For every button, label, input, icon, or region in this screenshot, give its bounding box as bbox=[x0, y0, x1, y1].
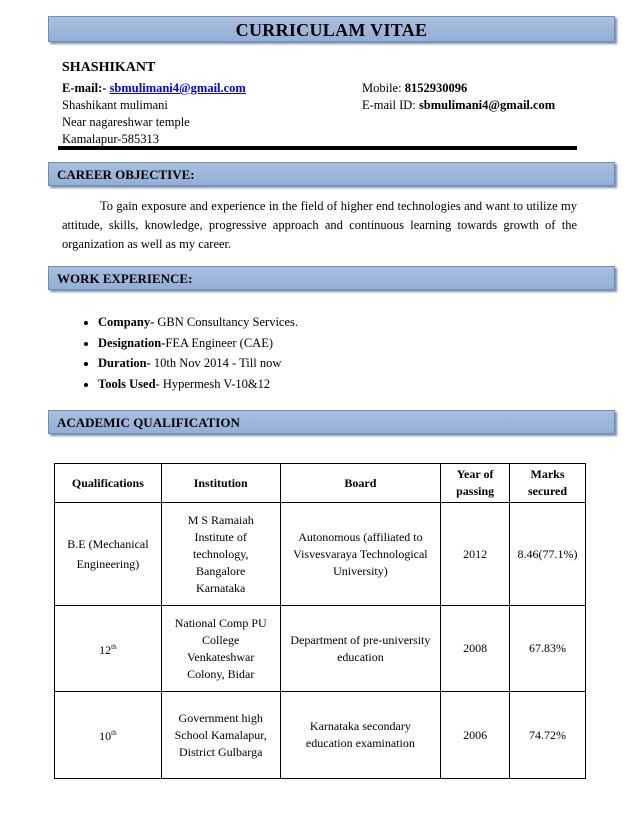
contact-left bbox=[62, 80, 246, 148]
email-label: E-mail:- bbox=[62, 81, 107, 95]
cell-marks: 67.83% bbox=[510, 606, 586, 692]
list-item bbox=[98, 353, 298, 374]
work-label: Designation- bbox=[98, 335, 166, 350]
address-line-1: Shashikant mulimani bbox=[62, 98, 168, 112]
qualification-sup: th bbox=[111, 642, 117, 651]
header-qualifications: Qualifications bbox=[55, 464, 162, 503]
table-header-row bbox=[55, 464, 586, 503]
mobile-label: Mobile: bbox=[362, 81, 402, 95]
list-item bbox=[98, 312, 298, 333]
list-item bbox=[98, 333, 298, 354]
list-item bbox=[98, 374, 298, 395]
section-career-objective: CAREER OBJECTIVE: bbox=[48, 162, 615, 186]
mobile-line bbox=[362, 80, 555, 97]
qualification-text: B.E (Mechanical Engineering) bbox=[67, 536, 149, 571]
header-board: Board bbox=[280, 464, 441, 503]
email-link[interactable]: sbmulimani4@gmail.com bbox=[109, 81, 246, 95]
cell-year: 2006 bbox=[441, 692, 510, 779]
table-row bbox=[55, 503, 586, 606]
cell-qualification bbox=[55, 692, 162, 779]
cell-qualification bbox=[55, 503, 162, 606]
table-row bbox=[55, 692, 586, 779]
header-marks: Marks secured bbox=[510, 464, 586, 503]
work-value: FEA Engineer (CAE) bbox=[165, 335, 273, 350]
header-institution: Institution bbox=[161, 464, 280, 503]
work-label: Company- bbox=[98, 315, 155, 329]
contact-right bbox=[362, 80, 555, 114]
email-line bbox=[62, 80, 246, 97]
objective-text: To gain exposure and experience in the field of higher end technologies and want to utilize my attitude, skills, knowledge, progressive approach and continuous learning towards growth of the organization as well as my career. bbox=[62, 199, 577, 251]
academic-table bbox=[54, 463, 586, 779]
table-row bbox=[55, 606, 586, 692]
cell-board: Autonomous (affiliated to Visvesvaraya Technological University) bbox=[280, 503, 441, 606]
cell-board: Department of pre-university education bbox=[280, 606, 441, 692]
header-year: Year of passing bbox=[441, 464, 510, 503]
header-divider bbox=[58, 146, 577, 150]
email-id-value: sbmulimani4@gmail.com bbox=[418, 98, 556, 112]
work-label: Tools Used bbox=[98, 376, 156, 391]
cell-year: 2008 bbox=[441, 606, 510, 692]
address-line-2: Near nagareshwar temple bbox=[62, 115, 190, 129]
mobile-number: 8152930096 bbox=[404, 81, 468, 95]
work-label: Duration- bbox=[98, 356, 151, 370]
cell-qualification bbox=[55, 606, 162, 692]
cell-marks: 74.72% bbox=[510, 692, 586, 779]
cell-year: 2012 bbox=[441, 503, 510, 606]
qualification-text: 12 bbox=[99, 642, 112, 657]
address-line-3: Kamalapur-585313 bbox=[62, 132, 159, 146]
email-id-label: E-mail ID: bbox=[362, 98, 416, 112]
cell-marks: 8.46(77.1%) bbox=[510, 503, 586, 606]
qualification-text: 10 bbox=[99, 729, 112, 743]
work-value: - Hypermesh V-10&12 bbox=[155, 376, 271, 391]
work-value: 10th Nov 2014 - Till now bbox=[150, 356, 282, 370]
section-academic: ACADEMIC QUALIFICATION bbox=[48, 410, 615, 434]
cell-institution: National Comp PU College Venkateshwar Colony, Bidar bbox=[161, 606, 280, 692]
cell-institution: M S Ramaiah Institute of technology, Bangalore Karnataka bbox=[161, 503, 280, 606]
cell-board: Karnataka secondary education examination bbox=[280, 692, 441, 779]
cell-institution: Government high School Kamalapur, District Gulbarga bbox=[161, 692, 280, 779]
cv-title: CURRICULAM VITAE bbox=[48, 16, 615, 42]
work-list bbox=[62, 312, 298, 394]
section-work-experience: WORK EXPERIENCE: bbox=[48, 266, 615, 290]
email-id-line bbox=[362, 97, 555, 114]
work-value: GBN Consultancy Services. bbox=[154, 315, 298, 329]
candidate-name: SHASHIKANT bbox=[62, 60, 156, 75]
qualification-sup: th bbox=[111, 729, 117, 737]
